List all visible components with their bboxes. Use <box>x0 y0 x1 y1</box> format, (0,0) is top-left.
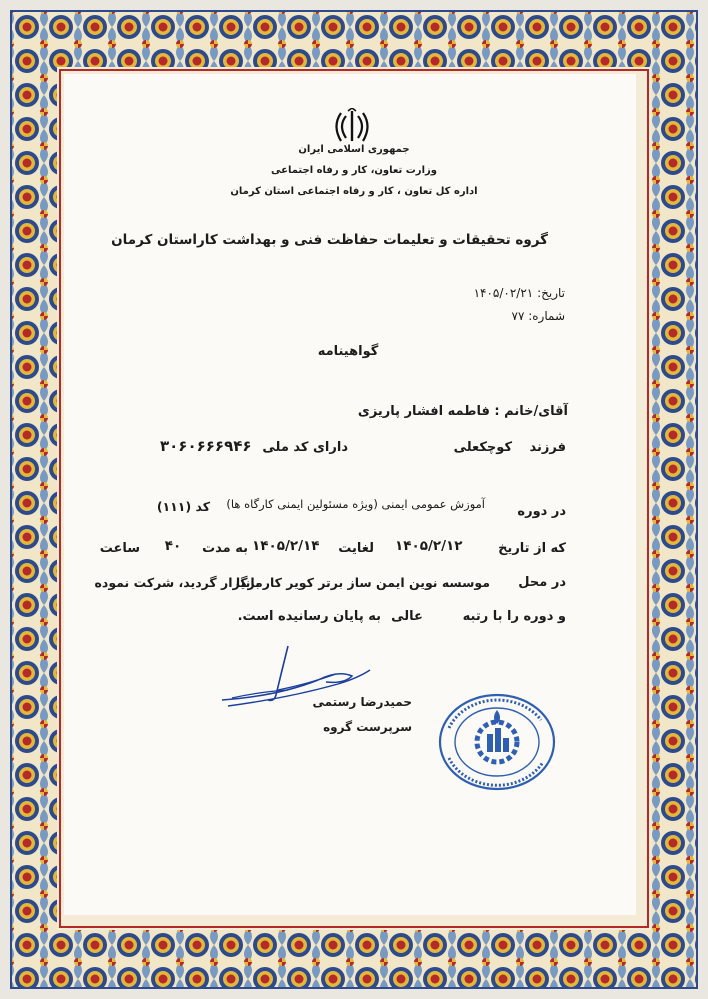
held-text: برگزار گردید، شرکت نموده <box>94 575 260 590</box>
location: موسسه نوین ایمن ساز برتر کویر کارمانیا <box>235 575 490 590</box>
rank-suffix: به پایان رسانیده است. <box>237 609 381 624</box>
iran-emblem-icon <box>332 108 372 144</box>
signer-role: سرپرست گروه <box>323 720 412 734</box>
from-label: که از تاریخ <box>498 541 566 556</box>
number-label: شماره: <box>528 309 565 323</box>
father-name: کوچکعلی <box>453 440 512 455</box>
national-id-label: دارای کد ملی <box>262 440 348 455</box>
national-id: ۳۰۶۰۶۶۶۹۴۶ <box>160 437 252 455</box>
duration-label: به مدت <box>202 541 248 556</box>
location-label: در محل <box>518 575 566 590</box>
header-line-1: جمهوری اسلامی ایران <box>298 144 410 155</box>
number-field <box>455 309 565 323</box>
header-line-3: اداره کل تعاون ، کار و رفاه اجتماعی استان کرمان <box>230 186 478 197</box>
recipient-name: آقای/خانم : فاطمه افشار پاریزی <box>357 404 568 419</box>
date-field <box>455 286 565 300</box>
certificate-title: گواهینامه <box>317 344 379 359</box>
group-title: گروه تحقیقات و تعلیمات حفاظت فنی و بهداشت کاراستان کرمان <box>111 232 548 248</box>
hours-label: ساعت <box>99 541 140 556</box>
to-label: لغایت <box>338 541 374 556</box>
official-stamp-icon <box>437 692 557 792</box>
from-date: ۱۴۰۵/۲/۱۲ <box>395 538 463 554</box>
signer-name: حمیدرضا رستمی <box>312 695 412 709</box>
number-value: ۷۷ <box>511 309 525 323</box>
date-label: تاریخ: <box>537 286 565 300</box>
duration-value: ۴۰ <box>164 538 182 554</box>
header-line-2: وزارت تعاون، کار و رفاه اجتماعی <box>271 165 437 176</box>
rank-prefix: و دوره را با رتبه <box>462 609 566 624</box>
course-name: آموزش عمومی ایمنی (ویژه مسئولین ایمنی کارگاه ها) <box>226 497 485 511</box>
course-code: کد (۱۱۱) <box>156 499 210 514</box>
child-of-label: فرزند <box>529 440 566 455</box>
rank-value: عالی <box>391 609 423 624</box>
date-value: ۱۴۰۵/۰۲/۲۱ <box>473 286 534 300</box>
to-date: ۱۴۰۵/۲/۱۴ <box>252 538 320 554</box>
course-label: در دوره <box>517 504 566 519</box>
